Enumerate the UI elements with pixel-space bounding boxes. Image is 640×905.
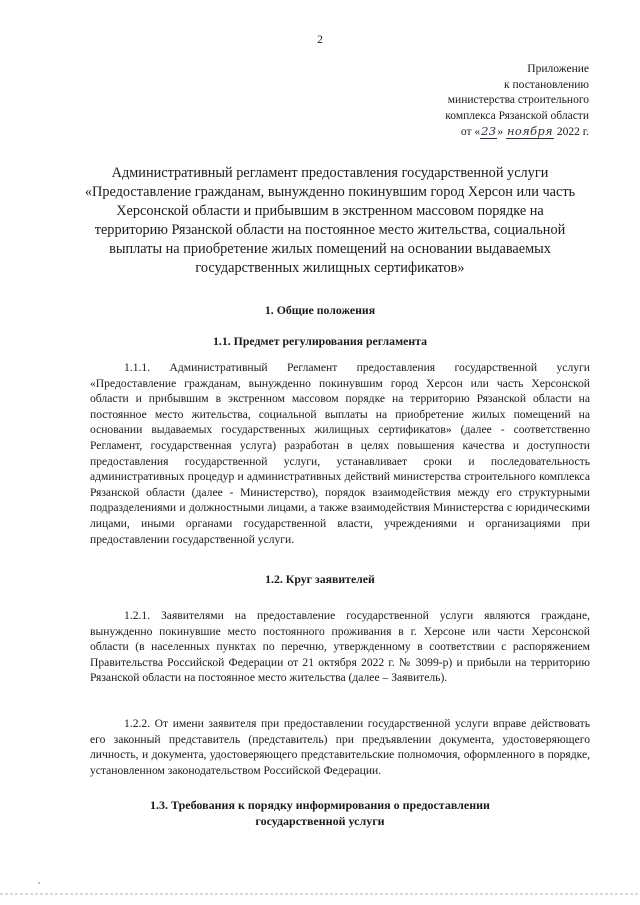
section-1-3-heading <box>0 797 640 829</box>
date-prefix: от « <box>460 126 481 139</box>
date-day: 23 <box>481 124 497 139</box>
page-number: 2 <box>317 34 323 46</box>
appendix-date <box>445 124 589 141</box>
appendix-block <box>445 62 589 141</box>
appendix-line-3: министерства строительного <box>447 94 589 107</box>
section-1-1-heading: 1.1. Предмет регулирования регламента <box>213 334 427 348</box>
section-1-2-heading: 1.2. Круг заявителей <box>265 572 375 586</box>
appendix-line-1: Приложение <box>527 63 589 75</box>
date-month: ноября <box>507 124 553 139</box>
scan-edge-line <box>0 893 640 895</box>
section-1-heading: 1. Общие положения <box>264 303 376 317</box>
appendix-line-4: комплекса Рязанской области <box>445 109 589 122</box>
date-year: 2022 г. <box>556 126 589 139</box>
scan-speck <box>38 882 40 884</box>
paragraph-1-2-1: 1.2.1. Заявителями на предоставление государственной услуги являются граждане, вынужденно покинувшие место постоянного проживания в г. Херсоне или части Херсонской области (в населенных пунктах по перечню, утвержденному в соответствии с распоряжением Правительства Российской Федерации от 21 октября 2022 г. № 3099-р) и прибыли на территорию Рязанской области на постоянное место жительства (далее – Заявитель). <box>90 609 590 685</box>
appendix-line-2: к постановлению <box>504 78 589 91</box>
paragraph-1-1-1: 1.1.1. Административный Регламент предоставления государственной услуги «Предоставление гражданам, вынужденно покинувшим город Херсон или часть Херсонской области и прибывшим в экстренном массовом порядке на территорию Рязанской области на постоянное место жительства, социальной выплаты на приобретение жилых помещений на основании выдаваемых государственных жилищных сертификатов» (далее - соответственно Регламент, государственная услуга) разработан в целях повышения качества и доступности предоставления государственной услуги, устанавливает сроки и последовательность административных процедур и административных действий министерства строительного комплекса Рязанской области (далее - Министерство), порядок взаимодействия между его структурными подразделениями и должностными лицами, а также взаимодействия Министерства с юридическими лицами, иными органами государственной власти, учреждениями и организациями при предоставлении государственной услуги. <box>90 361 590 546</box>
paragraph-1-2-2: 1.2.2. От имени заявителя при предоставлении государственной услуги вправе действовать его законный представитель (представитель) при предъявлении документа, удостоверяющего личность, и документа, удостоверяющего представительские полномочия, оформленного в порядке, установленном законодательством Российской Федерации. <box>90 717 590 777</box>
document-title: Административный регламент предоставления государственной услуги «Предоставление гражданам, вынужденно покинувшим город Херсон или часть Херсонской области и прибывшим в экстренном массовом порядке на территорию Рязанской области на постоянное место жительства, социальной выплаты на приобретение жилых помещений на основании выдаваемых государственных жилищных сертификатов» <box>84 165 576 276</box>
section-1-3-heading-line-2: государственной услуги <box>255 814 385 828</box>
date-mid: » <box>497 126 504 139</box>
section-1-3-heading-line-1: 1.3. Требования к порядку информирования о предоставлении <box>150 798 490 812</box>
